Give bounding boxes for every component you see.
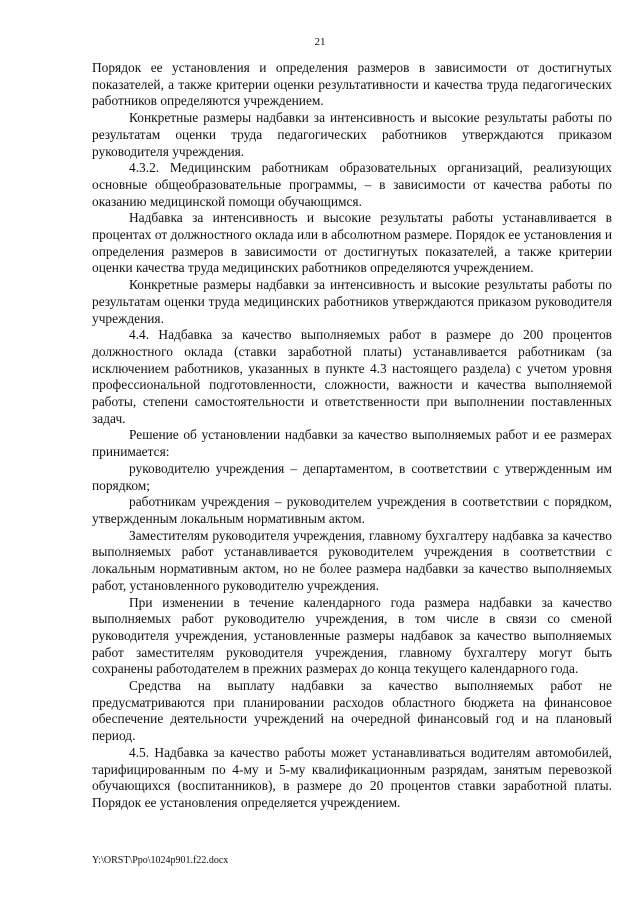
paragraph: Порядок ее установления и определения размеров в зависимости от достигнутых показателей, а также критерии оценки результативности и качества труда педагогических работников определяются учреждением. [92,60,612,109]
paragraph: Конкретные размеры надбавки за интенсивность и высокие результаты работы по результатам оценки труда педагогических работников утверждаются приказом руководителя учреждения. [92,110,612,159]
paragraph: 4.5. Надбавка за качество работы может устанавливаться водителям автомобилей, тарифицированным по 4-му и 5-му квалификационным разрядам, занятым перевозкой обучающихся (воспитанников), в размере до 20 процентов ставки заработной платы. Порядок ее установления определяется учреждением. [92,744,612,810]
page-number: 21 [314,36,326,48]
paragraph: Решение об установлении надбавки за качество выполняемых работ и ее размерах принимается: [92,427,612,460]
paragraph: 4.3.2. Медицинским работникам образовательных организаций, реализующих основные общеобразовательные программы, – в зависимости от качества работы по оказанию медицинской помощи обучающимся. [92,160,612,209]
paragraph: Средства на выплату надбавки за качество выполняемых работ не предусматриваются при планировании расходов областного бюджета на финансовое обеспечение деятельности учреждений на очередной финансовый год и на плановый период. [92,678,612,744]
paragraph: При изменении в течение календарного года размера надбавки за качество выполняемых работ руководителю учреждения, в том числе в связи со сменой руководителя учреждения, установленные размеры надбавок за качество выполняемых работ заместителям руководителя учреждения, главному бухгалтеру могут быть сохранены работодателем в прежних размерах до конца текущего календарного года. [92,594,612,677]
paragraph: работникам учреждения – руководителем учреждения в соответствии с порядком, утвержденным локальным нормативным актом. [92,494,612,526]
paragraph: Надбавка за интенсивность и высокие результаты работы устанавливается в процентах от должностного оклада или в абсолютном размере. Порядок ее установления и определения размеров в зависимости от достигнутых показателей, а также критерии оценки качества труда медицинских работников определяются учреждением. [92,210,612,276]
paragraph: 4.4. Надбавка за качество выполняемых работ в размере до 200 процентов должностного оклада (ставки заработной платы) устанавливается работникам (за исключением работников, указанных в пункте 4.3 настоящего раздела) с учетом уровня профессиональной подготовленности, сложности, важности и качества выполняемой работы, степени самостоятельности и ответственности при выполнении поставленных задач. [92,327,612,426]
paragraph: Заместителям руководителя учреждения, главному бухгалтеру надбавка за качество выполняемых работ устанавливается руководителем учреждения в соответствии с локальным нормативным актом, но не более размера надбавки за качество выполняемых работ, установленного руководителю учреждения. [92,527,612,593]
footer-file-path: Y:\ORST\Ppo\1024p901.f22.docx [92,855,229,866]
document-body [92,60,612,812]
paragraph: Конкретные размеры надбавки за интенсивность и высокие результаты работы по результатам оценки труда медицинских работников утверждаются приказом руководителя учреждения. [92,277,612,326]
paragraph: руководителю учреждения – департаментом, в соответствии с утвержденным им порядком; [92,460,612,493]
